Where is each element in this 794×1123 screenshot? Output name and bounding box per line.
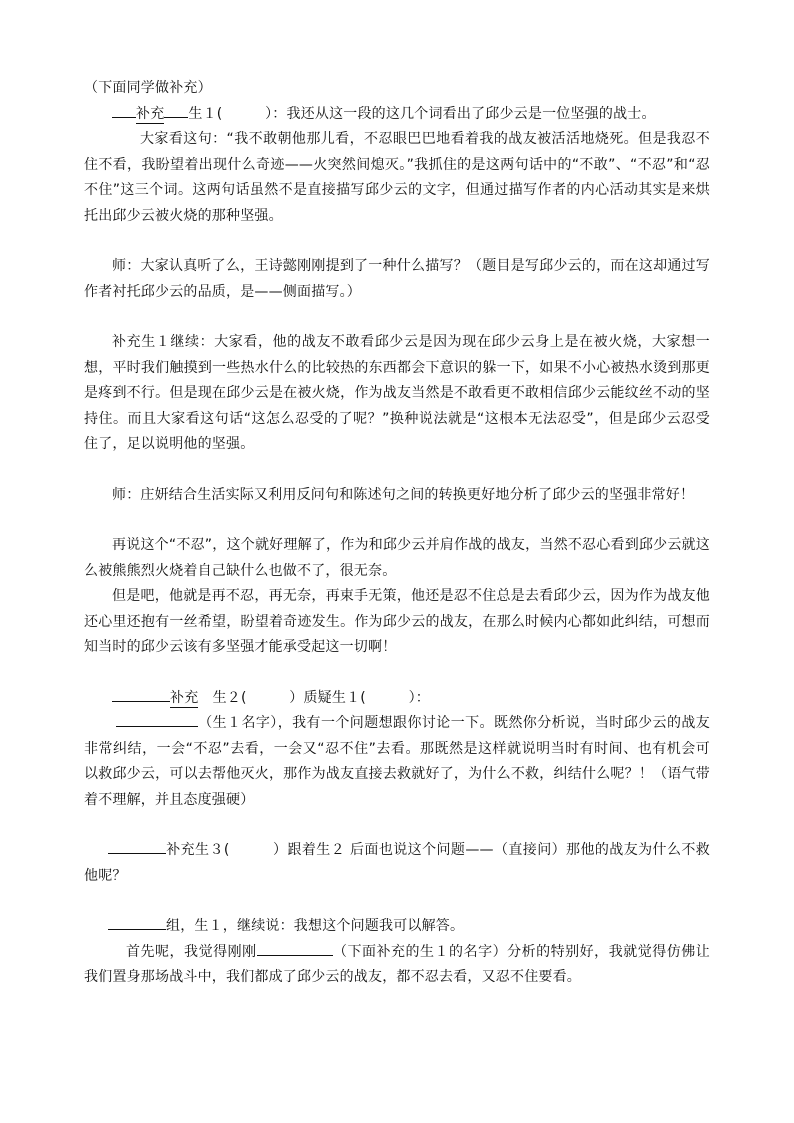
blank-line bbox=[112, 701, 170, 702]
group-answer-text: 组，生１，继续说：我想这个问题我可以解答。 bbox=[166, 918, 465, 934]
paragraph-teacher-2: 师：庄妍结合生活实际又利用反问句和陈述句之间的转换更好地分析了邱少云的坚强非常好！ bbox=[112, 486, 695, 503]
supplement-text: ）：我还从这一段的这几个词看出了邱少云是一位坚强的战士。 bbox=[265, 105, 656, 122]
paragraph-supplement-2 bbox=[84, 686, 710, 712]
question-text: （生１名字），我有一个问题想跟你讨论一下。既然你分析说，当时邱少云的战友非常纠结，一会“不忍”去看，一会又“忍不住”去看。那既然是这样就说明当时有时间、也有机会可以救邱少云，可以去帮他灭火，那作为战友直接去救就好了，为什么不救，纠结什么呢？！（语气带着不理解，并且态度强硬） bbox=[84, 715, 710, 808]
first-start: 首先呢，我觉得刚刚 bbox=[126, 943, 257, 960]
supplement-label: 补充 bbox=[170, 689, 199, 706]
paragraph-supplement-continue: 补充生１继续：大家看，他的战友不敢看邱少云是因为现在邱少云身上是在被火烧，大家想一想，平时我们触摸到一些热水什么的比较热的东西都会下意识的躲一下，如果不小心被热水烫到那更是疼到不行。但是现在邱少云是在被火烧，作为战友当然是不敢看更不敢相信邱少云能纹丝不动的坚持住。而且大家看这句话“这怎么忍受的了呢？”换种说法就是“这根本无法忍受”，但是邱少云忍受住了，足以说明他的坚强。 bbox=[84, 334, 710, 452]
paragraph-intro: （下面同学做补充） bbox=[84, 80, 212, 96]
name-gap bbox=[222, 106, 265, 122]
paragraph-group-answer bbox=[84, 914, 710, 940]
name-gap bbox=[247, 690, 290, 706]
paragraph-question bbox=[84, 711, 710, 813]
blank-line bbox=[164, 117, 188, 118]
blank-line bbox=[108, 853, 166, 854]
colon: ）： bbox=[408, 689, 430, 706]
supplement-label: 补充 bbox=[136, 105, 165, 122]
paragraph-supplement-3 bbox=[84, 838, 710, 889]
student-label: 生１( bbox=[188, 105, 223, 122]
paragraph-but: 但是吧，他就是再不忍，再无奈，再束手无策，他还是忍不住总是去看邱少云，因为作为战友他还心里还抱有一丝希望，盼望着奇迹发生。作为邱少云的战友，在那么时候内心都如此纠结，可想而知当时的邱少云该有多坚强才能承受起这一切啊！ bbox=[84, 588, 710, 655]
name-blank bbox=[257, 955, 333, 956]
paragraph-quote-analysis: 大家看这句：“我不敢朝他那儿看，不忍眼巴巴地看着我的战友被活活地烧死。但是我忍不住不看，我盼望着出现什么奇迹——火突然间熄灭。”我抓住的是这两句话中的“不敢”、“不忍”和“忍不住”这三个词。这两句话虽然不是直接描写邱少云的文字，但通过描写作者的内心活动其实是来烘托出邱少云被火烧的那种坚强。 bbox=[84, 131, 710, 224]
first-text: （下面补充的生１的名字）分析的特别好，我就觉得仿佛让我们置身那场战斗中，我们都成了邱少云的战友，都不忍去看，又忍不住要看。 bbox=[84, 943, 710, 985]
name-gap bbox=[366, 690, 409, 706]
paragraph-supplement-1 bbox=[84, 102, 710, 128]
paragraph-first bbox=[84, 940, 710, 991]
supplement-3-label: 补充生３( bbox=[166, 842, 230, 858]
paragraph-teacher-1: 师：大家认真听了么，王诗懿刚刚提到了一种什么描写？（题目是写邱少云的，而在这却通过写作者衬托邱少云的品质，是——侧面描写。） bbox=[84, 258, 710, 300]
supplement-3-text: ）跟着生２ 后面也说这个问题——（直接问）那他的战友为什么不救他呢？ bbox=[84, 842, 711, 884]
name-gap bbox=[230, 842, 273, 858]
group-blank bbox=[108, 929, 166, 930]
name-blank bbox=[116, 726, 198, 727]
paragraph-buren: 再说这个“不忍”，这个就好理解了，作为和邱少云并肩作战的战友，当然不忍心看到邱少云就这么被熊熊烈火烧着自己缺什么也做不了，很无奈。 bbox=[84, 537, 710, 579]
question-label: ）质疑生１( bbox=[289, 689, 366, 706]
student-2-label: 生２( bbox=[198, 689, 247, 706]
blank-line bbox=[112, 117, 136, 118]
